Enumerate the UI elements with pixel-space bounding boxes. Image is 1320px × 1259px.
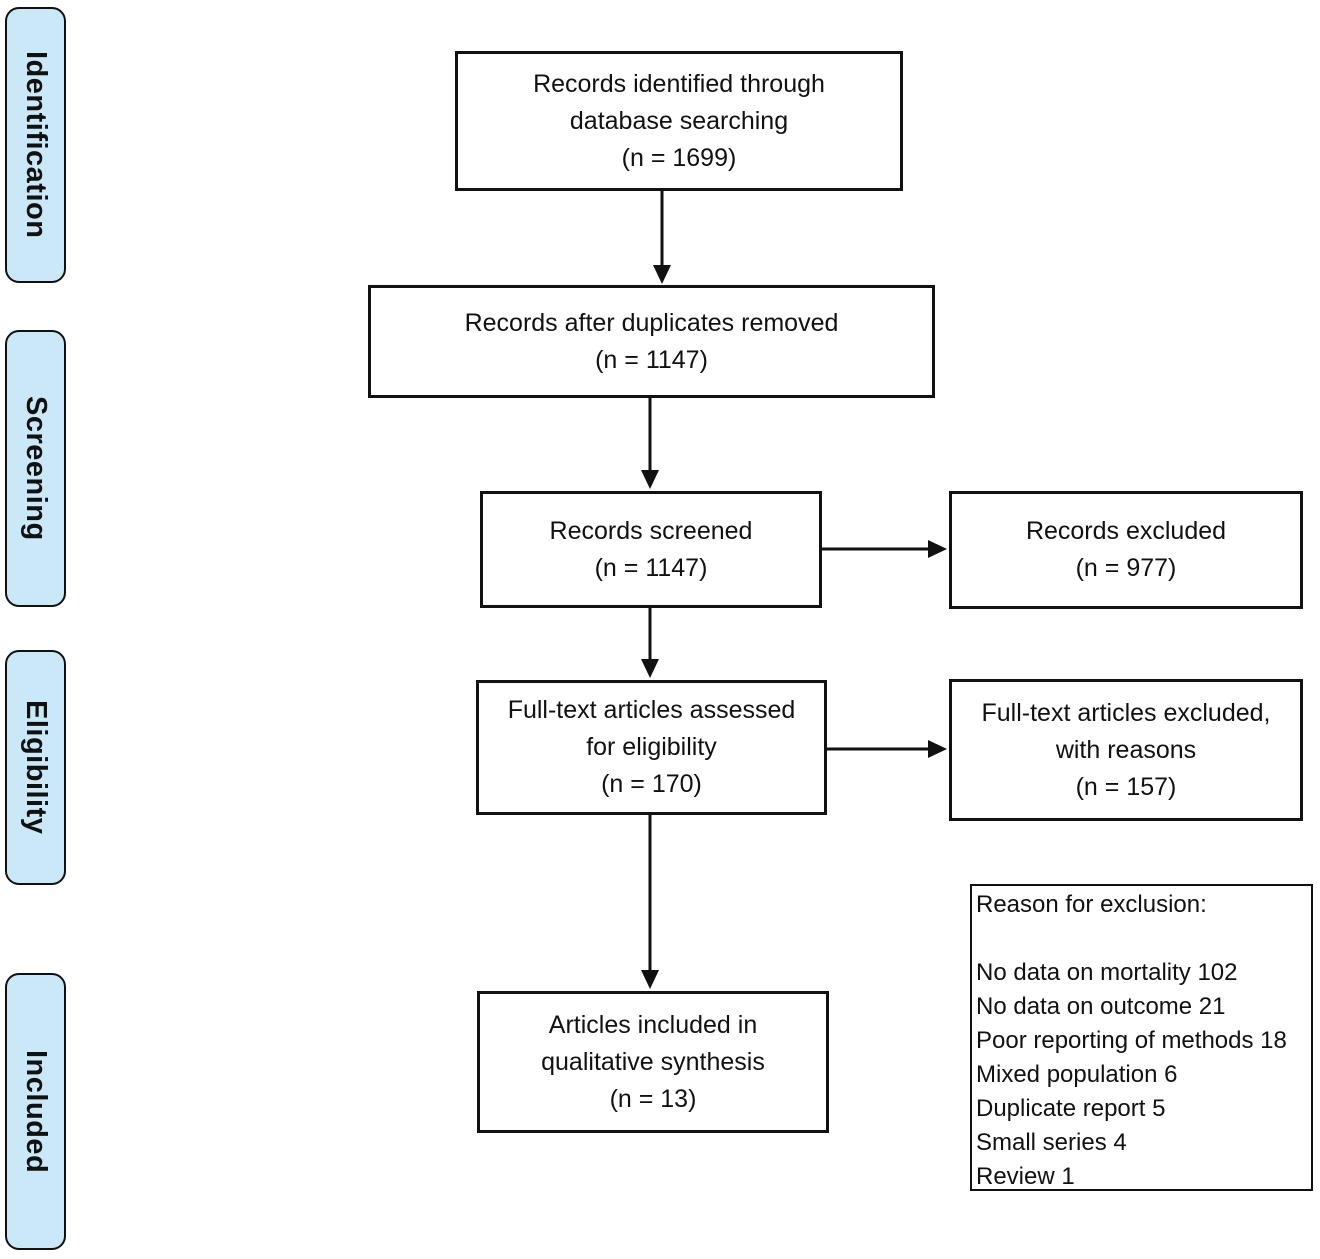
box-text-line: Records identified through <box>533 69 825 98</box>
exclusion-reason-item: Mixed population 6 <box>976 1061 1178 1088</box>
box-records-identified <box>455 51 903 191</box>
exclusion-reason-item: Review 1 <box>976 1163 1075 1190</box>
box-text-line: (n = 977) <box>1075 554 1177 582</box>
box-text-line: with reasons <box>1055 735 1197 764</box>
arrow-identified-to-dedup <box>653 191 671 284</box>
stage-label: Eligibility <box>20 700 52 835</box>
exclusion-reason-item: No data on outcome 21 <box>976 993 1226 1020</box>
exclusion-reason-item: Duplicate report 5 <box>976 1095 1166 1122</box>
stage-label: Screening <box>20 396 52 541</box>
arrow-screened-to-excluded <box>822 540 947 558</box>
box-text-line: (n = 157) <box>1075 772 1177 801</box>
box-records-excluded <box>949 491 1303 609</box>
stage-screening <box>5 330 66 607</box>
box-fulltext-assessed <box>476 680 827 815</box>
arrow-screened-to-assessed <box>641 608 659 678</box>
stage-identification <box>5 7 66 283</box>
arrow-assessed-to-ft-excluded <box>827 740 947 758</box>
exclusion-reason-item: No data on mortality 102 <box>976 959 1238 986</box>
box-text-line: (n = 1147) <box>594 553 708 582</box>
box-text-line: (n = 1147) <box>595 345 708 374</box>
box-text-line: Records excluded <box>1025 517 1227 545</box>
exclusion-reasons-title: Reason for exclusion: <box>976 891 1207 918</box>
box-text-line: (n = 170) <box>601 770 702 798</box>
stage-label: Identification <box>20 51 52 239</box>
box-fulltext-excluded <box>949 679 1303 821</box>
box-text-line: Records screened <box>549 516 753 545</box>
box-text-line: database searching <box>569 106 789 135</box>
box-text-line: qualitative synthesis <box>541 1047 765 1076</box>
stage-label: Included <box>20 1049 52 1174</box>
box-records-screened <box>480 491 822 608</box>
box-text-line: Full-text articles excluded, <box>981 698 1271 727</box>
box-text-line: for eligibility <box>586 733 717 761</box>
box-exclusion-reasons <box>970 884 1313 1191</box>
exclusion-reason-item: Poor reporting of methods 18 <box>976 1027 1287 1054</box>
box-text-line: Full-text articles assessed <box>507 696 796 724</box>
box-text-line: (n = 13) <box>609 1084 697 1113</box>
box-text-line: (n = 1699) <box>621 143 737 172</box>
stage-eligibility <box>5 650 66 885</box>
stage-included <box>5 973 66 1250</box>
arrow-assessed-to-included <box>641 815 659 989</box>
box-articles-included <box>477 991 829 1133</box>
box-text-line: Articles included in <box>548 1010 758 1039</box>
box-records-after-duplicates-removed <box>368 285 935 398</box>
arrow-dedup-to-screened <box>641 398 659 489</box>
exclusion-reason-item: Small series 4 <box>976 1129 1127 1156</box>
box-text-line: Records after duplicates removed <box>464 308 839 337</box>
